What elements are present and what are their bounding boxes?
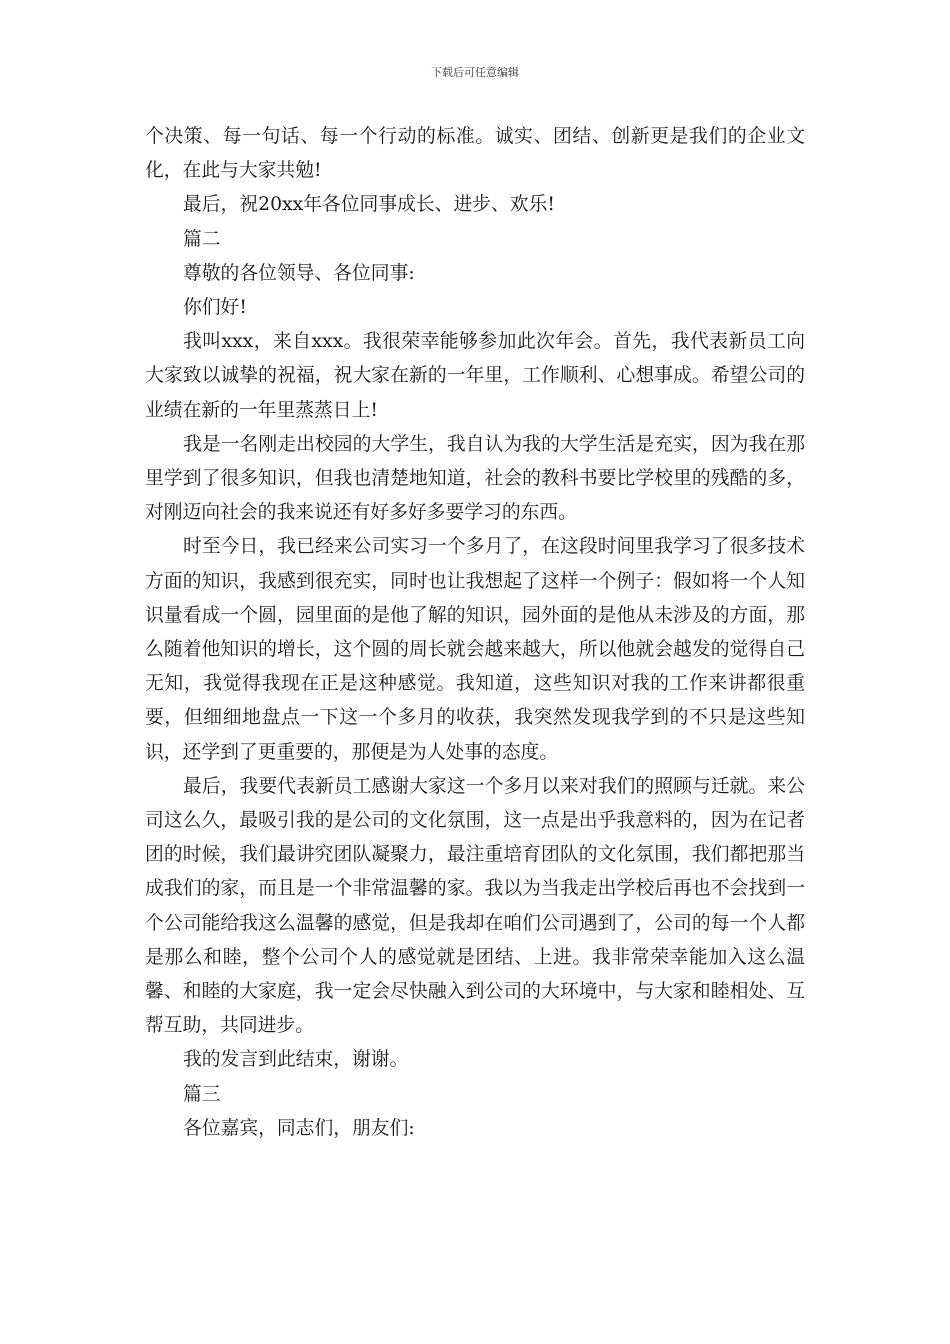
paragraph-closing-values: 个决策、每一句话、每一个行动的标准。诚实、团结、创新更是我们的企业文化，在此与大家共勉!	[145, 126, 805, 182]
document-body	[145, 120, 805, 1146]
paragraph-internship-reflection: 时至今日，我已经来公司实习一个多月了，在这段时间里我学习了很多技术方面的知识，我感到很充实，同时也让我想起了这样一个例子：假如将一个人知识量看成一个圆，园里面的是他了解的知识，园外面的是他从未涉及的方面，那么随着他知识的增长，这个圆的周长就会越来越大，所以他就会越发的觉得自己无知，我觉得我现在正是这种感觉。我知道，这些知识对我的工作来讲都很重要，但细细地盘点一下这一个多月的收获，我突然发现我学到的不只是这些知识，还学到了更重要的，那便是为人处事的态度。	[145, 536, 805, 763]
paragraph-new-year-wish: 最后，祝20xx年各位同事成长、进步、欢乐!	[183, 194, 555, 216]
paragraph-graduate-background: 我是一名刚走出校园的大学生，我自认为我的大学生活是充实，因为我在那里学到了很多知识，但我也清楚地知道，社会的教科书要比学校里的残酷的多，对刚迈向社会的我来说还有好多好多要学习的东西。	[145, 433, 805, 524]
section-heading-part-two: 篇二	[183, 228, 221, 250]
paragraph-thanks-culture: 最后，我要代表新员工感谢大家这一个多月以来对我们的照顾与迁就。来公司这么久，最吸引我的是公司的文化氛围，这一点是出乎我意料的，因为在记者团的时候，我们最讲究团队凝聚力，最注重培育团队的文化氛围，我们都把那当成我们的家，而且是一个非常温馨的家。我以为当我走出学校后再也不会找到一个公司能给我这么温馨的感觉，但是我却在咱们公司遇到了，公司的每一个人都是那么和睦，整个公司个人的感觉就是团结、上进。我非常荣幸能加入这么温馨、和睦的大家庭，我一定会尽快融入到公司的大环境中，与大家和睦相处、互帮互助，共同进步。	[145, 775, 805, 1037]
salutation-guests: 各位嘉宾，同志们，朋友们:	[183, 1117, 415, 1139]
section-heading-part-three: 篇三	[183, 1083, 221, 1105]
paragraph-speech-end: 我的发言到此结束，谢谢。	[183, 1049, 409, 1071]
page-header-caption: 下载后可任意编辑	[431, 66, 519, 79]
greeting-hello: 你们好!	[183, 297, 247, 319]
paragraph-self-introduction: 我叫xxx，来自xxx。我很荣幸能够参加此次年会。首先，我代表新员工向大家致以诚挚的祝福，祝大家在新的一年里，工作顺利、心想事成。希望公司的业绩在新的一年里蒸蒸日上!	[145, 331, 805, 421]
salutation-leaders-colleagues: 尊敬的各位领导、各位同事:	[183, 262, 415, 284]
